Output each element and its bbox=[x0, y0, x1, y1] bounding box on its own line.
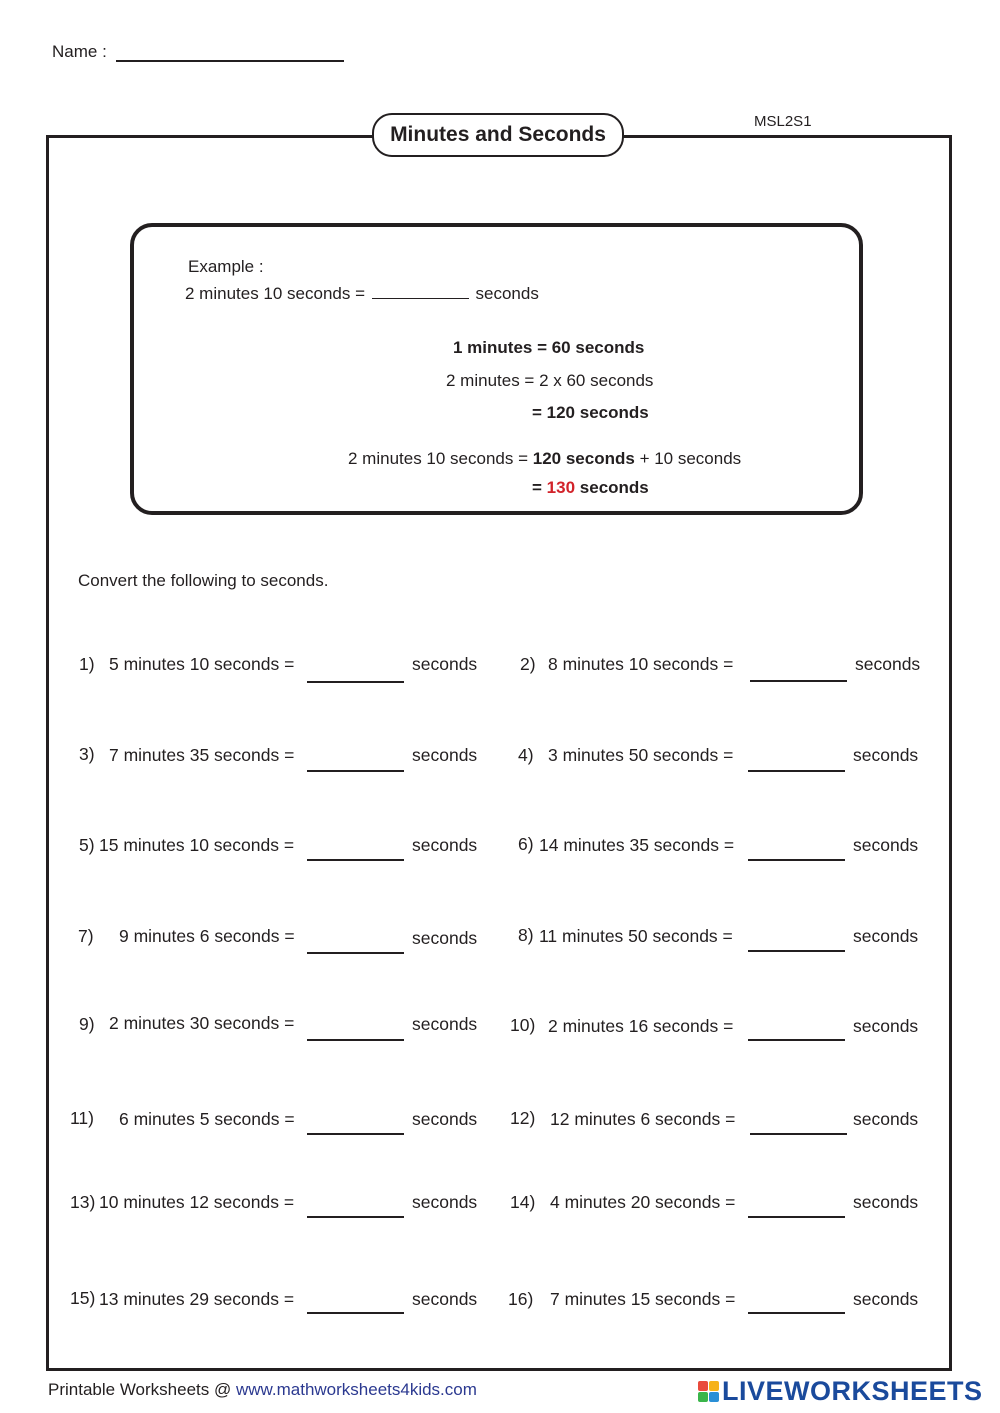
answer-field[interactable] bbox=[750, 680, 847, 682]
question-text: 15 minutes 10 seconds = bbox=[99, 835, 295, 855]
question-unit: seconds bbox=[412, 928, 478, 948]
brand-name: LIVEWORKSHEETS bbox=[722, 1376, 983, 1406]
answer-field[interactable] bbox=[748, 950, 845, 952]
example-line-5-eq: = bbox=[532, 478, 542, 497]
example-line-4 bbox=[348, 449, 741, 469]
question-number: 3) bbox=[79, 744, 95, 764]
answer-field[interactable] bbox=[307, 1039, 404, 1041]
answer-field[interactable] bbox=[748, 859, 845, 861]
example-answer-blank bbox=[372, 298, 469, 299]
question-text: 13 minutes 29 seconds = bbox=[99, 1289, 295, 1309]
answer-field[interactable] bbox=[307, 1216, 404, 1218]
example-question-prefix: 2 minutes 10 seconds = bbox=[185, 284, 366, 303]
question-unit: seconds bbox=[853, 1016, 919, 1036]
example-line-2: 2 minutes = 2 x 60 seconds bbox=[446, 371, 654, 390]
question-number: 6) bbox=[518, 834, 534, 854]
question-number: 1) bbox=[79, 654, 95, 674]
footer-prefix: Printable Worksheets @ bbox=[48, 1380, 232, 1399]
question-text: 12 minutes 6 seconds = bbox=[550, 1109, 736, 1129]
question-unit: seconds bbox=[412, 1109, 478, 1129]
question-number: 10) bbox=[510, 1015, 536, 1035]
answer-field[interactable] bbox=[748, 1039, 845, 1041]
question-text: 9 minutes 6 seconds = bbox=[119, 926, 295, 946]
answer-field[interactable] bbox=[750, 1133, 847, 1135]
question-text: 6 minutes 5 seconds = bbox=[119, 1109, 295, 1129]
question-number: 9) bbox=[79, 1014, 95, 1034]
example-label: Example : bbox=[188, 257, 264, 276]
question-unit: seconds bbox=[853, 1289, 919, 1309]
question-text: 5 minutes 10 seconds = bbox=[109, 654, 295, 674]
liveworksheets-logo-icon bbox=[698, 1381, 719, 1402]
answer-field[interactable] bbox=[307, 1312, 404, 1314]
question-unit: seconds bbox=[853, 1109, 919, 1129]
question-number: 5) bbox=[79, 835, 95, 855]
example-line-1: 1 minutes = 60 seconds bbox=[453, 338, 645, 357]
example-line-4-suffix: + 10 seconds bbox=[639, 449, 742, 468]
name-field-line[interactable] bbox=[116, 60, 344, 62]
question-unit: seconds bbox=[853, 835, 919, 855]
answer-field[interactable] bbox=[748, 770, 845, 772]
question-text: 4 minutes 20 seconds = bbox=[550, 1192, 736, 1212]
question-text: 7 minutes 35 seconds = bbox=[109, 745, 295, 765]
question-text: 8 minutes 10 seconds = bbox=[548, 654, 734, 674]
question-text: 10 minutes 12 seconds = bbox=[99, 1192, 295, 1212]
name-label: Name : bbox=[52, 42, 107, 61]
question-text: 2 minutes 16 seconds = bbox=[548, 1016, 734, 1036]
question-unit: seconds bbox=[853, 745, 919, 765]
question-text: 3 minutes 50 seconds = bbox=[548, 745, 734, 765]
worksheet-code: MSL2S1 bbox=[754, 113, 812, 130]
answer-field[interactable] bbox=[307, 952, 404, 954]
question-text: 11 minutes 50 seconds = bbox=[539, 926, 733, 946]
answer-field[interactable] bbox=[748, 1216, 845, 1218]
question-text: 2 minutes 30 seconds = bbox=[109, 1013, 295, 1033]
question-number: 14) bbox=[510, 1192, 536, 1212]
example-line-5 bbox=[532, 478, 649, 498]
example-line-3: = 120 seconds bbox=[532, 403, 649, 422]
question-number: 16) bbox=[508, 1289, 534, 1309]
question-text: 7 minutes 15 seconds = bbox=[550, 1289, 736, 1309]
question-unit: seconds bbox=[412, 654, 478, 674]
answer-field[interactable] bbox=[748, 1312, 845, 1314]
question-unit: seconds bbox=[412, 1289, 478, 1309]
question-unit: seconds bbox=[412, 745, 478, 765]
answer-field[interactable] bbox=[307, 1133, 404, 1135]
question-number: 7) bbox=[78, 926, 94, 946]
question-number: 15) bbox=[70, 1288, 96, 1308]
worksheet-title: Minutes and Seconds bbox=[372, 113, 624, 157]
question-unit: seconds bbox=[853, 1192, 919, 1212]
answer-field[interactable] bbox=[307, 681, 404, 683]
example-result-value: 130 bbox=[546, 478, 576, 497]
question-number: 13) bbox=[70, 1192, 96, 1212]
liveworksheets-brand[interactable] bbox=[698, 1376, 983, 1407]
footer-link[interactable]: www.mathworksheets4kids.com bbox=[235, 1380, 477, 1399]
instruction: Convert the following to seconds. bbox=[78, 571, 329, 590]
example-question bbox=[185, 284, 539, 304]
example-line-4-prefix: 2 minutes 10 seconds = bbox=[348, 449, 529, 468]
example-line-5-unit: seconds bbox=[579, 478, 649, 497]
question-unit: seconds bbox=[853, 926, 919, 946]
answer-field[interactable] bbox=[307, 859, 404, 861]
question-number: 4) bbox=[518, 745, 534, 765]
footer-credit bbox=[48, 1380, 477, 1400]
example-line-4-bold: 120 seconds bbox=[532, 449, 635, 468]
answer-field[interactable] bbox=[307, 770, 404, 772]
question-unit: seconds bbox=[855, 654, 921, 674]
question-number: 8) bbox=[518, 925, 534, 945]
question-number: 12) bbox=[510, 1108, 536, 1128]
question-text: 14 minutes 35 seconds = bbox=[539, 835, 735, 855]
question-number: 11) bbox=[70, 1108, 94, 1128]
question-unit: seconds bbox=[412, 1192, 478, 1212]
example-question-suffix: seconds bbox=[475, 284, 539, 303]
question-unit: seconds bbox=[412, 835, 478, 855]
question-number: 2) bbox=[520, 654, 536, 674]
question-unit: seconds bbox=[412, 1014, 478, 1034]
